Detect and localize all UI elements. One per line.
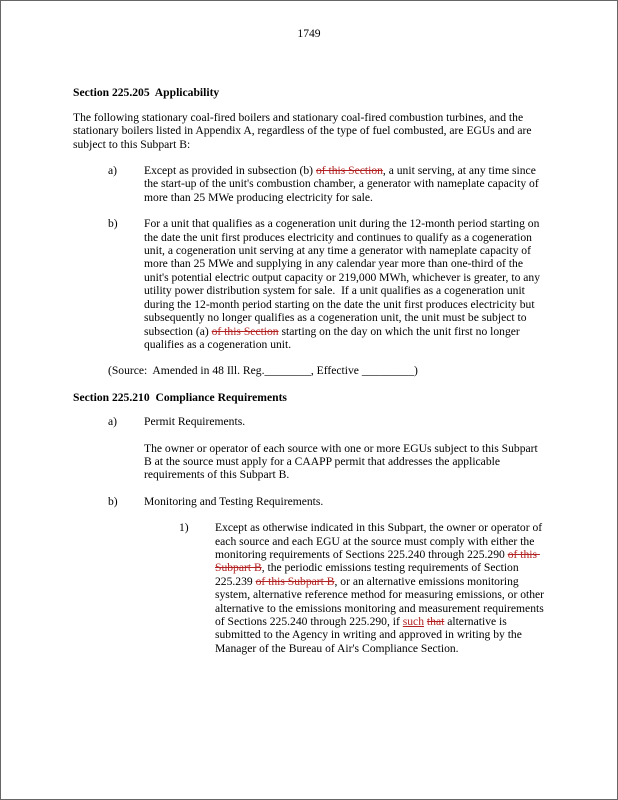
item-body [144, 164, 545, 204]
section-205-intro-paragraph: The following stationary coal-fired boilers and stationary coal-fired combustion turbines, and the stationary boilers listed in Appendix A, regardless of the type of fuel combusted, are EGUs and are subject to this Subpart B: [73, 110, 535, 151]
text-run: , or an alternative emissions monitoring system, alternative reference method for measuring emissions, or other alternative to the emissions monitoring and measurement requirements of Sections 225.240 through 225.290, if [215, 574, 547, 628]
page-number: 1749 [297, 27, 321, 40]
redline-deletion: of this Subpart B [255, 574, 335, 588]
text-run: , a unit serving, at any time since the start-up of the unit's combustion chamber, a generator with nameplate capacity of more than 25 MWe producing electricity for sale. [144, 164, 542, 204]
item-body [144, 217, 545, 351]
text-run: Except as provided in subsection (b) [144, 164, 316, 178]
text-run: alternative is submitted to the Agency in writing and approved in writing by the Manager of the Bureau of Air's Compliance Section. [215, 615, 525, 655]
list-item-a [108, 164, 545, 204]
text-run: Except as otherwise indicated in this Subpart, the owner or operator of each source and each EGU at the source must comply with either the monitoring requirements of Sections 225.240 through 225.290 [215, 521, 546, 561]
permit-requirements-paragraph: The owner or operator of each source with one or more EGUs subject to this Subpart B at the source must apply for a CAAPP permit that addresses the applicable requirements of this Subpart B. [144, 441, 541, 482]
text-run: Permit Requirements. [144, 415, 246, 429]
list-item-b-title [108, 495, 545, 508]
list-item-b [108, 217, 545, 351]
item-label: a) [108, 415, 118, 429]
text-run: , the periodic emissions testing requirements of Section 225.239 [215, 561, 522, 588]
redline-deletion: of this Section [315, 164, 383, 178]
item-title [144, 415, 545, 428]
redline-deletion: that [426, 615, 445, 628]
redline-deletion: of this Subpart B [215, 547, 540, 575]
list-item-1 [179, 521, 545, 655]
text-run: For a unit that qualifies as a cogeneration unit during the 12-month period starting on the date the unit first produces electricity and continues to qualify as a cogeneration unit, a cogeneration unit serving at any time a generator with nameplate capacity of more than 25 MWe and supplying in any calendar year more than one-third of the unit's potential electric output capacity or 219,000 MWh, whichever is greater, to any utility power distribution system for sale. If a unit qualifies as a cogeneration unit during the 12-month period starting on the date the unit first produces electricity but subsequently no longer qualifies as a cogeneration unit, the unit must be subject to subsection (a) [144, 217, 543, 338]
section-205-heading: Section 225.205 Applicability [73, 86, 220, 100]
item-label: 1) [179, 521, 189, 535]
redline-insertion: such [402, 615, 425, 628]
item-label: b) [108, 217, 118, 231]
redline-deletion: of this Section [211, 324, 279, 338]
item-label: a) [108, 164, 118, 178]
text-run: Monitoring and Testing Requirements. [144, 494, 324, 508]
text-run: starting on the day on which the unit first no longer qualifies as a cogeneration unit. [144, 324, 523, 351]
source-note: (Source: Amended in 48 Ill. Reg.________, Effective _________) [108, 364, 418, 378]
item-label: b) [108, 494, 118, 508]
item-body [215, 521, 545, 655]
list-item-a-title [108, 415, 545, 428]
item-title [144, 495, 545, 508]
section-210-heading: Section 225.210 Compliance Requirements [73, 390, 287, 404]
